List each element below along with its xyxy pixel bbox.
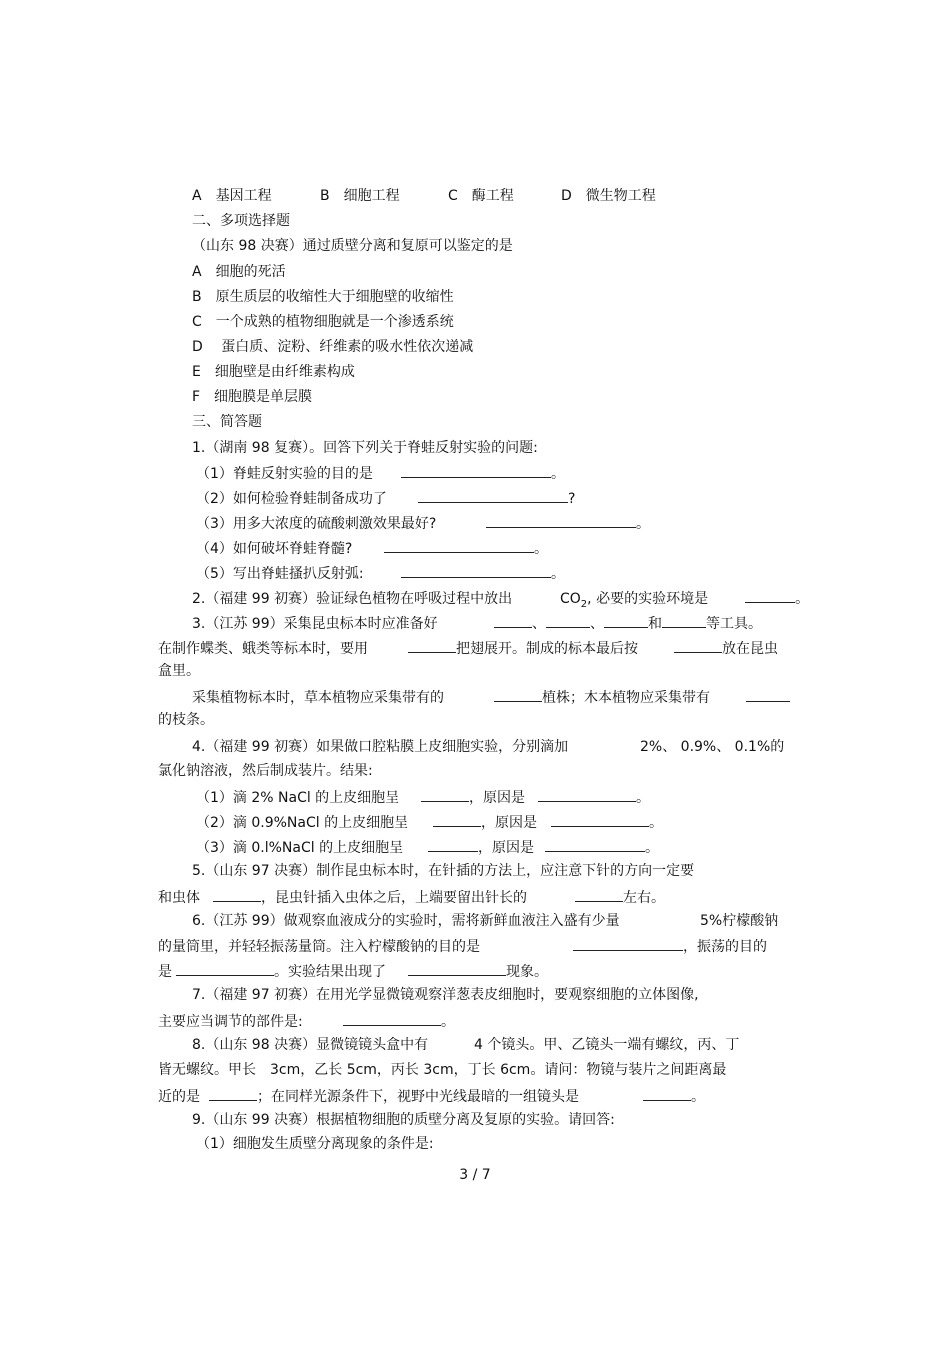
q4-sub1: （1）滴 2% NaCl 的上皮细胞呈 ，原因是 。 xyxy=(196,787,650,807)
q3-line5: 的枝条。 xyxy=(158,712,214,728)
q3-blank5[interactable] xyxy=(408,638,456,653)
q9-part1: （1）细胞发生质壁分离现象的条件是: xyxy=(196,1136,434,1152)
q3-blank8[interactable] xyxy=(746,687,790,702)
q3-blank7[interactable] xyxy=(494,687,542,702)
q3-line4: 采集植物标本时，草本植物应采集带有的 植株；木本植物应采集带有 xyxy=(192,687,790,707)
q8-line3: 近的是 ；在同样光源条件下，视野中光线最暗的一组镜头是 。 xyxy=(158,1086,705,1106)
mc-options-row xyxy=(192,187,656,205)
q4-blank1[interactable] xyxy=(421,787,469,802)
q4-blank4[interactable] xyxy=(551,812,649,827)
section3-title: 三、简答题 xyxy=(192,414,262,430)
q1-blank3[interactable] xyxy=(486,513,636,528)
q6-line1: 6.（江苏 99）做观察血液成分的实验时，需将新鲜血液注入盛有少量 5%柠檬酸钠 xyxy=(192,913,779,929)
q8-blank1[interactable] xyxy=(209,1086,257,1101)
q2: 2.（福建 99 初赛）验证绿色植物在呼吸过程中放出 $CO_2$, 必要的实验环境是 。 xyxy=(192,588,809,614)
q2-blank[interactable] xyxy=(745,588,795,603)
q1-blank5[interactable] xyxy=(401,563,551,578)
mc-option-c: C 酶工程 xyxy=(448,188,514,204)
q3-blank1[interactable] xyxy=(494,613,532,628)
q1-stem: 1.（湖南 98 复赛）。回答下列关于脊蛙反射实验的问题: xyxy=(192,440,538,456)
q3-blank2[interactable] xyxy=(546,613,590,628)
section2-title: 二、多项选择题 xyxy=(192,213,290,229)
q8-blank2[interactable] xyxy=(643,1086,691,1101)
q4-blank2[interactable] xyxy=(538,787,636,802)
q1-blank1[interactable] xyxy=(401,463,551,478)
q4-blank5[interactable] xyxy=(428,837,478,852)
q5-blank1[interactable] xyxy=(213,887,261,902)
q1-part2: （2）如何检验脊蛙制备成功了 ? xyxy=(196,488,575,508)
section2-question: （山东 98 决赛）通过质壁分离和复原可以鉴定的是 xyxy=(192,238,513,254)
q3-line2: 在制作蝶类、蛾类等标本时，要用 把翅展开。制成的标本最后按 放在昆虫 xyxy=(158,638,778,658)
mc-option-a: A 基因工程 xyxy=(192,188,272,204)
q3-line3: 盒里。 xyxy=(158,663,200,679)
mc-option-b: B 细胞工程 xyxy=(320,188,400,204)
q7-blank[interactable] xyxy=(343,1011,441,1026)
q1-blank4[interactable] xyxy=(384,538,534,553)
section2-option-b: B 原生质层的收缩性大于细胞壁的收缩性 xyxy=(192,289,454,305)
section2-option-a: A 细胞的死活 xyxy=(192,264,286,280)
section2-option-e: E 细胞壁是由纤维素构成 xyxy=(192,364,355,380)
q6-line3: 是 。实验结果出现了 现象。 xyxy=(158,961,548,981)
q5-line2: 和虫体 ，昆虫针插入虫体之后，上端要留出针长的 左右。 xyxy=(158,887,665,907)
q5-line1: 5.（山东 97 决赛）制作昆虫标本时，在针插的方法上，应注意下针的方向一定要 xyxy=(192,863,695,879)
q1-part1: （1）脊蛙反射实验的目的是 。 xyxy=(196,463,565,483)
q7-line1: 7.（福建 97 初赛）在用光学显微镜观察洋葱表皮细胞时，要观察细胞的立体图像, xyxy=(192,987,699,1003)
q4-line1: 4.（福建 99 初赛）如果做口腔粘膜上皮细胞实验，分别滴加 2%、 0.9%、 0.1%的 xyxy=(192,739,785,755)
q4-blank6[interactable] xyxy=(545,837,645,852)
q6-blank3[interactable] xyxy=(408,961,506,976)
section2-option-c: C 一个成熟的植物细胞就是一个渗透系统 xyxy=(192,314,454,330)
q6-blank1[interactable] xyxy=(573,936,683,951)
q4-sub3: （3）滴 0.l%NaCl 的上皮细胞呈 ，原因是 。 xyxy=(196,837,659,857)
q7-line2: 主要应当调节的部件是: 。 xyxy=(158,1011,455,1031)
q5-blank2[interactable] xyxy=(575,887,623,902)
q3-blank3[interactable] xyxy=(604,613,648,628)
section2-option-f: F 细胞膜是单层膜 xyxy=(192,389,313,405)
q1-part3: （3）用多大浓度的硫酸刺激效果最好? 。 xyxy=(196,513,650,533)
q9-line1: 9.（山东 99 决赛）根据植物细胞的质壁分离及复原的实验。请回答: xyxy=(192,1112,615,1128)
q1-part5: （5）写出脊蛙搔扒反射弧: 。 xyxy=(196,563,565,583)
mc-option-d: D 微生物工程 xyxy=(561,188,656,204)
page-number: 3 / 7 xyxy=(459,1167,491,1183)
q8-line2: 皆无螺纹。甲长 3cm，乙长 5cm，丙长 3cm，丁长 6cm。请问：物镜与装片之间距离最 xyxy=(158,1062,727,1078)
q3-blank6[interactable] xyxy=(674,638,722,653)
q6-line2: 的量筒里，并轻轻振荡量筒。注入柠檬酸钠的目的是 ，振荡的目的 xyxy=(158,936,767,956)
q6-blank2[interactable] xyxy=(176,961,274,976)
q8-line1: 8.（山东 98 决赛）显微镜镜头盒中有 4 个镜头。甲、乙镜头一端有螺纹，丙、丁 xyxy=(192,1037,740,1053)
q1-blank2[interactable] xyxy=(418,488,568,503)
q1-part4: （4）如何破坏脊蛙脊髓? 。 xyxy=(196,538,548,558)
q3-blank4[interactable] xyxy=(662,613,706,628)
q4-line2: 氯化钠溶液，然后制成装片。结果: xyxy=(158,763,373,779)
section2-option-d: D 蛋白质、淀粉、纤维素的吸水性依次递减 xyxy=(192,339,474,355)
q4-blank3[interactable] xyxy=(433,812,481,827)
q4-sub2: （2）滴 0.9%NaCl 的上皮细胞呈 ，原因是 。 xyxy=(196,812,663,832)
q3-line1: 3.（江苏 99）采集昆虫标本时应准备好 、 、 和 等工具。 xyxy=(192,613,762,633)
